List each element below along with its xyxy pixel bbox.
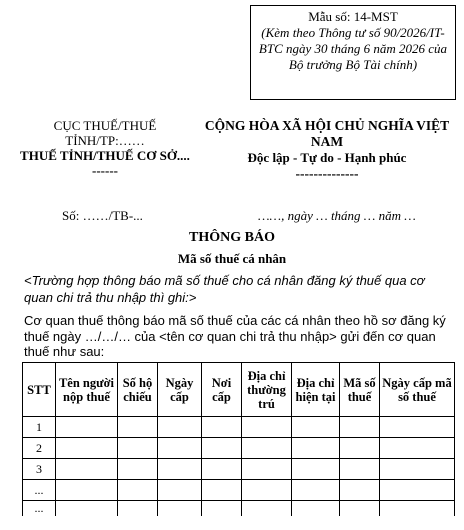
row-index: ...	[23, 501, 56, 517]
form-code-box	[250, 5, 456, 100]
col-header-name: Tên người nộp thuế	[56, 363, 118, 417]
agency-header	[20, 118, 190, 178]
table-header-row	[23, 363, 455, 417]
page-title: THÔNG BÁO	[189, 230, 275, 245]
col-header-current-address: Địa chỉ hiện tại	[292, 363, 340, 417]
table-row	[23, 501, 455, 517]
col-header-tax-code: Mã số thuế	[340, 363, 380, 417]
col-header-tax-code-date: Ngày cấp mã số thuế	[380, 363, 455, 417]
form-code: Mẫu số: 14-MST	[308, 9, 398, 24]
national-header	[198, 118, 456, 182]
table-row	[23, 417, 455, 438]
agency-line-1: CỤC THUẾ/THUẾ TỈNH/TP:……	[53, 118, 157, 148]
col-header-issue-place: Nơi cấp	[202, 363, 242, 417]
row-index: 2	[23, 438, 56, 459]
col-header-stt: STT	[23, 363, 56, 417]
intro-paragraph: Cơ quan thuế thông báo mã số thuế của các cá nhân theo hồ sơ đăng ký thuế ngày …/…/… của <tên cơ quan chi trả thu nhập> gửi đến cơ quan thuế như sau:	[24, 313, 446, 359]
agency-line-2: THUẾ TỈNH/THUẾ CƠ SỞ....	[20, 148, 190, 163]
table-row	[23, 459, 455, 480]
col-header-issue-date: Ngày cấp	[158, 363, 202, 417]
col-header-passport: Số hộ chiếu	[118, 363, 158, 417]
col-header-permanent-address: Địa chỉ thường trú	[242, 363, 292, 417]
row-index: 3	[23, 459, 56, 480]
document-number: Số: ……/TB-...	[62, 208, 143, 223]
case-note: <Trường hợp thông báo mã số thuế cho cá nhân đăng ký thuế qua cơ quan chi trả thu nhập thì ghi:>	[24, 273, 425, 305]
national-motto: Độc lập - Tự do - Hạnh phúc	[247, 150, 407, 165]
row-index: 1	[23, 417, 56, 438]
page-subtitle: Mã số thuế cá nhân	[177, 251, 287, 266]
taxpayer-table	[22, 362, 455, 516]
national-title: CỘNG HÒA XÃ HỘI CHỦ NGHĨA VIỆT NAM	[204, 118, 450, 149]
row-index: ...	[23, 480, 56, 501]
national-separator: --------------	[295, 166, 359, 181]
agency-separator: ------	[92, 163, 118, 178]
table-row	[23, 438, 455, 459]
form-legal-note: (Kèm theo Thông tư số 90/2026/IT-BTC ngày 30 tháng 6 năm 2026 của Bộ trưởng Bộ Tài chính)	[258, 25, 448, 72]
document-date: ……, ngày … tháng … năm …	[258, 208, 416, 223]
table-row	[23, 480, 455, 501]
